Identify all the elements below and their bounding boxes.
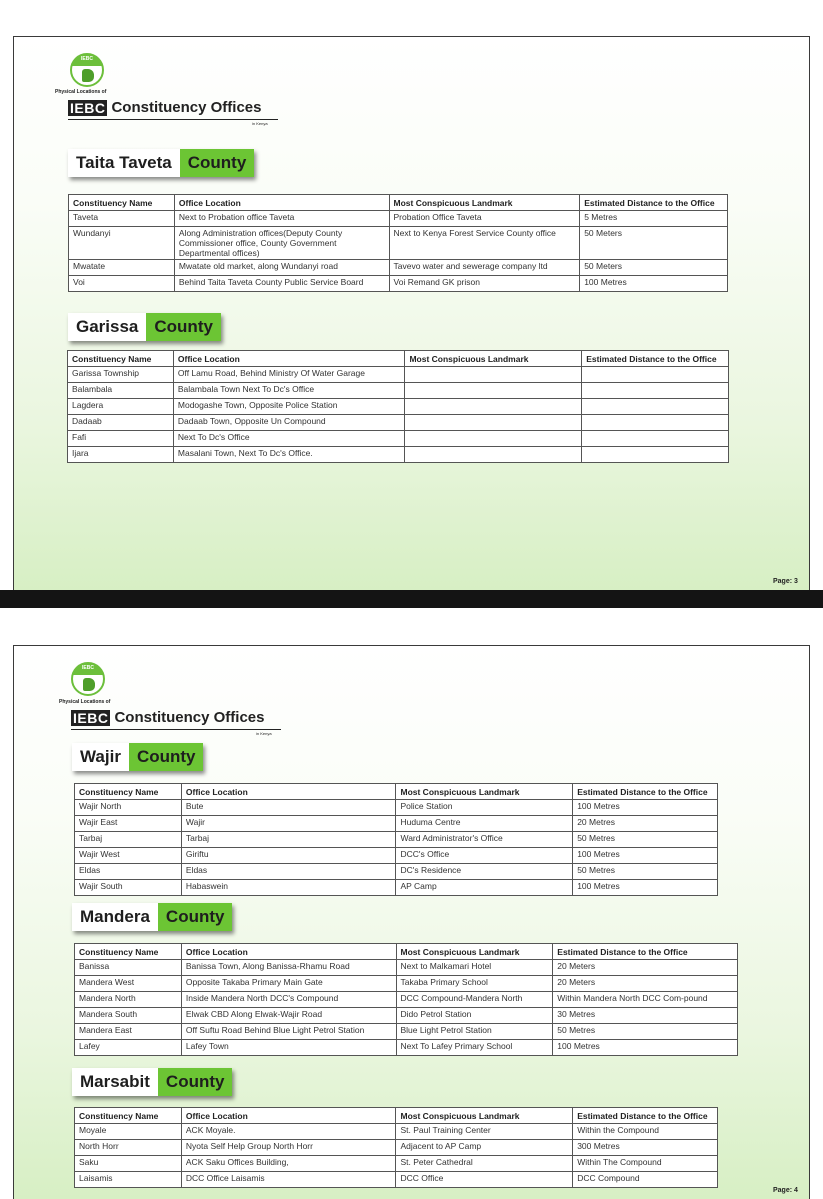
col-header: Constituency Name xyxy=(75,1108,182,1124)
cell: ACK Moyale. xyxy=(181,1124,396,1140)
table-row xyxy=(68,383,729,399)
cell: Moyale xyxy=(75,1124,182,1140)
cell: Mandera West xyxy=(75,976,182,992)
col-header: Estimated Distance to the Office xyxy=(553,944,738,960)
cell: Ijara xyxy=(68,447,174,463)
table-row xyxy=(75,1024,738,1040)
table-row xyxy=(75,832,718,848)
cell xyxy=(582,367,729,383)
cell xyxy=(582,383,729,399)
col-header: Office Location xyxy=(173,351,405,367)
cell: 100 Metres xyxy=(580,276,728,292)
document-page-3 xyxy=(13,36,810,590)
page-separator xyxy=(0,590,823,608)
table-row xyxy=(69,211,728,227)
title-text: Constituency Offices xyxy=(114,709,265,726)
cell: Banissa Town, Along Banissa-Rhamu Road xyxy=(181,960,396,976)
cell: Within Mandera North DCC Com-pound xyxy=(553,992,738,1008)
col-header: Most Conspicuous Landmark xyxy=(396,944,553,960)
title-underline xyxy=(71,729,281,730)
cell: DCC Compound-Mandera North xyxy=(396,992,553,1008)
in-kenya-label: in Kenya xyxy=(252,121,268,126)
cell: Dido Petrol Station xyxy=(396,1008,553,1024)
table-row xyxy=(68,431,729,447)
cell: Next to Probation office Taveta xyxy=(174,211,389,227)
cell: 20 Metres xyxy=(573,816,718,832)
cell: Next To Dc's Office xyxy=(173,431,405,447)
cell: 300 Metres xyxy=(573,1140,718,1156)
cell: St. Peter Cathedral xyxy=(396,1156,573,1172)
cell: Mandera North xyxy=(75,992,182,1008)
cell: 20 Meters xyxy=(553,960,738,976)
kenya-map-icon xyxy=(82,69,94,82)
cell: Wundanyi xyxy=(69,227,175,260)
cell: Ward Administrator's Office xyxy=(396,832,573,848)
county-label: County xyxy=(129,743,204,771)
cell: Giriftu xyxy=(181,848,396,864)
cell: DC's Residence xyxy=(396,864,573,880)
cell xyxy=(582,447,729,463)
cell: Laisamis xyxy=(75,1172,182,1188)
cell: Wajir xyxy=(181,816,396,832)
col-header: Most Conspicuous Landmark xyxy=(396,1108,573,1124)
cell xyxy=(405,431,582,447)
cell: Adjacent to AP Camp xyxy=(396,1140,573,1156)
col-header: Constituency Name xyxy=(69,195,175,211)
cell: ACK Saku Offices Building, xyxy=(181,1156,396,1172)
col-header: Estimated Distance to the Office xyxy=(580,195,728,211)
cell: Balambala Town Next To Dc's Office xyxy=(173,383,405,399)
cell: Dadaab Town, Opposite Un Compound xyxy=(173,415,405,431)
col-header: Estimated Distance to the Office xyxy=(573,784,718,800)
cell: Inside Mandera North DCC's Compound xyxy=(181,992,396,1008)
iebc-wordmark: IEBC xyxy=(70,99,106,116)
col-header: Office Location xyxy=(181,944,396,960)
county-name: Marsabit xyxy=(72,1068,158,1096)
cell: Wajir South xyxy=(75,880,182,896)
table-row xyxy=(68,367,729,383)
cell: Tavevo water and sewerage company ltd xyxy=(389,260,580,276)
cell: 50 Meters xyxy=(580,227,728,260)
table-row xyxy=(75,1140,718,1156)
cell: 50 Metres xyxy=(573,864,718,880)
cell: DCC Compound xyxy=(573,1172,718,1188)
table-row xyxy=(75,1008,738,1024)
table-row xyxy=(69,260,728,276)
cell xyxy=(405,399,582,415)
page-number: Page: 3 xyxy=(773,578,798,585)
county-name: Garissa xyxy=(68,313,146,341)
cell: Behind Taita Taveta County Public Service Board xyxy=(174,276,389,292)
garissa-table xyxy=(67,350,729,463)
cell xyxy=(405,383,582,399)
cell: Taveta xyxy=(69,211,175,227)
cell: Within The Compound xyxy=(573,1156,718,1172)
table-row xyxy=(75,880,718,896)
cell: Mwatate xyxy=(69,260,175,276)
cell: Takaba Primary School xyxy=(396,976,553,992)
title-text: Constituency Offices xyxy=(111,99,262,116)
cell: DCC's Office xyxy=(396,848,573,864)
cell: St. Paul Training Center xyxy=(396,1124,573,1140)
cell: Balambala xyxy=(68,383,174,399)
table-row xyxy=(75,800,718,816)
cell: Voi Remand GK prison xyxy=(389,276,580,292)
cell: 100 Metres xyxy=(573,848,718,864)
cell: Blue Light Petrol Station xyxy=(396,1024,553,1040)
cell: Elwak CBD Along Elwak-Wajir Road xyxy=(181,1008,396,1024)
cell: Wajir North xyxy=(75,800,182,816)
cell: 50 Metres xyxy=(573,832,718,848)
document-title xyxy=(71,709,264,726)
table-row xyxy=(68,415,729,431)
table-row xyxy=(69,276,728,292)
county-banner-wajir xyxy=(72,743,203,771)
county-banner-mandera xyxy=(72,903,232,931)
county-banner-marsabit xyxy=(72,1068,232,1096)
in-kenya-label: in Kenya xyxy=(256,731,272,736)
logo-text: IEBC xyxy=(81,56,93,62)
cell: DCC Office Laisamis xyxy=(181,1172,396,1188)
cell: Dadaab xyxy=(68,415,174,431)
cell: North Horr xyxy=(75,1140,182,1156)
cell: DCC Office xyxy=(396,1172,573,1188)
county-name: Taita Taveta xyxy=(68,149,180,177)
page-gap xyxy=(0,608,823,645)
cell: 50 Metres xyxy=(553,1024,738,1040)
iebc-logo xyxy=(70,53,104,87)
cell: Opposite Takaba Primary Main Gate xyxy=(181,976,396,992)
cell: Banissa xyxy=(75,960,182,976)
cell: Police Station xyxy=(396,800,573,816)
col-header: Most Conspicuous Landmark xyxy=(389,195,580,211)
title-underline xyxy=(68,119,278,120)
kenya-map-icon xyxy=(83,678,95,691)
cell: Masalani Town, Next To Dc's Office. xyxy=(173,447,405,463)
col-header: Most Conspicuous Landmark xyxy=(405,351,582,367)
table-row xyxy=(75,816,718,832)
cell: AP Camp xyxy=(396,880,573,896)
table-row xyxy=(75,1040,738,1056)
county-banner-garissa xyxy=(68,313,221,341)
col-header: Estimated Distance to the Office xyxy=(573,1108,718,1124)
table-row xyxy=(75,960,738,976)
cell xyxy=(582,399,729,415)
cell: Eldas xyxy=(75,864,182,880)
page-number: Page: 4 xyxy=(773,1187,798,1194)
cell: Mwatate old market, along Wundanyi road xyxy=(174,260,389,276)
cell: 100 Metres xyxy=(553,1040,738,1056)
table-row xyxy=(75,848,718,864)
cell xyxy=(405,367,582,383)
cell: Lagdera xyxy=(68,399,174,415)
county-label: County xyxy=(146,313,221,341)
col-header: Office Location xyxy=(174,195,389,211)
cell: Wajir East xyxy=(75,816,182,832)
county-label: County xyxy=(158,1068,233,1096)
logo-text: IEBC xyxy=(82,665,94,671)
cell: Next to Malkamari Hotel xyxy=(396,960,553,976)
wajir-table xyxy=(74,783,718,896)
table-row xyxy=(68,399,729,415)
cell: Modogashe Town, Opposite Police Station xyxy=(173,399,405,415)
physical-locations-label: Physical Locations of xyxy=(59,699,111,705)
iebc-logo xyxy=(71,662,105,696)
table-row xyxy=(75,1124,718,1140)
cell: Eldas xyxy=(181,864,396,880)
cell: Fafi xyxy=(68,431,174,447)
county-label: County xyxy=(180,149,255,177)
table-row xyxy=(69,227,728,260)
cell: Bute xyxy=(181,800,396,816)
col-header: Constituency Name xyxy=(68,351,174,367)
cell: Nyota Self Help Group North Horr xyxy=(181,1140,396,1156)
cell: Huduma Centre xyxy=(396,816,573,832)
cell: Lafey Town xyxy=(181,1040,396,1056)
cell: Probation Office Taveta xyxy=(389,211,580,227)
physical-locations-label: Physical Locations of xyxy=(55,89,107,95)
table-row xyxy=(68,447,729,463)
table-row xyxy=(75,1156,718,1172)
cell: Garissa Township xyxy=(68,367,174,383)
cell: Mandera South xyxy=(75,1008,182,1024)
mandera-table xyxy=(74,943,738,1056)
cell: Tarbaj xyxy=(75,832,182,848)
cell: 50 Meters xyxy=(580,260,728,276)
cell: Off Suftu Road Behind Blue Light Petrol Station xyxy=(181,1024,396,1040)
cell: Mandera East xyxy=(75,1024,182,1040)
marsabit-table xyxy=(74,1107,718,1188)
cell: Off Lamu Road, Behind Ministry Of Water Garage xyxy=(173,367,405,383)
cell: 5 Metres xyxy=(580,211,728,227)
cell xyxy=(582,415,729,431)
cell: Saku xyxy=(75,1156,182,1172)
cell: Tarbaj xyxy=(181,832,396,848)
cell xyxy=(582,431,729,447)
cell xyxy=(405,415,582,431)
col-header: Office Location xyxy=(181,784,396,800)
cell: Voi xyxy=(69,276,175,292)
cell: Wajir West xyxy=(75,848,182,864)
cell: 100 Metres xyxy=(573,800,718,816)
cell: 20 Meters xyxy=(553,976,738,992)
cell: Next To Lafey Primary School xyxy=(396,1040,553,1056)
cell: Habaswein xyxy=(181,880,396,896)
col-header: Most Conspicuous Landmark xyxy=(396,784,573,800)
iebc-wordmark: IEBC xyxy=(73,709,109,726)
county-name: Mandera xyxy=(72,903,158,931)
cell: Within the Compound xyxy=(573,1124,718,1140)
col-header: Constituency Name xyxy=(75,784,182,800)
table-row xyxy=(75,992,738,1008)
col-header: Constituency Name xyxy=(75,944,182,960)
cell: 30 Metres xyxy=(553,1008,738,1024)
table-row xyxy=(75,976,738,992)
county-label: County xyxy=(158,903,233,931)
cell: 100 Metres xyxy=(573,880,718,896)
cell: Lafey xyxy=(75,1040,182,1056)
county-name: Wajir xyxy=(72,743,129,771)
col-header: Estimated Distance to the Office xyxy=(582,351,729,367)
taita-taveta-table xyxy=(68,194,728,292)
document-title xyxy=(68,99,261,116)
col-header: Office Location xyxy=(181,1108,396,1124)
table-row xyxy=(75,864,718,880)
table-row xyxy=(75,1172,718,1188)
cell: Along Administration offices(Deputy County Commissioner office, County Government Departmental offices) xyxy=(174,227,389,260)
cell xyxy=(405,447,582,463)
document-page-4 xyxy=(13,645,810,1199)
cell: Next to Kenya Forest Service County office xyxy=(389,227,580,260)
county-banner-taita-taveta xyxy=(68,149,254,177)
